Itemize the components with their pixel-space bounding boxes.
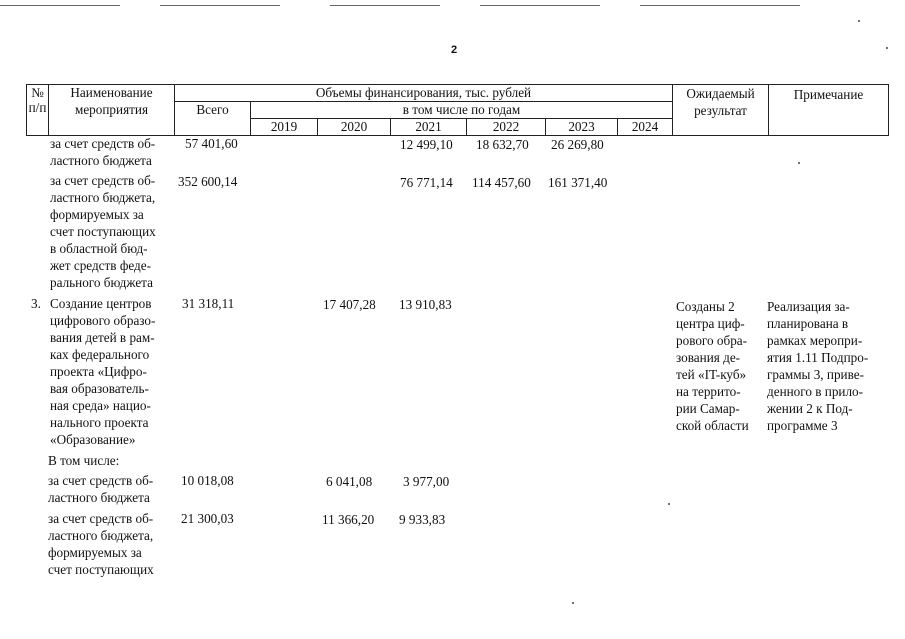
header-border-bottom [26,135,888,136]
row-name: В том числе: [48,453,120,468]
top-border-line [480,5,600,6]
row-total: 31 318,11 [182,296,235,311]
top-border-line [160,5,280,6]
row-2023: 161 371,40 [548,175,608,190]
header-year-2021: 2021 [415,119,442,134]
header-result: Ожидаемый результат [686,86,755,118]
scan-speck [798,162,800,164]
header-name: Наименование мероприятия [70,85,153,117]
row-total: 57 401,60 [185,136,238,151]
header-note: Примечание [793,87,864,102]
row-2021: 12 499,10 [400,137,453,152]
row-2021: 3 977,00 [403,474,450,489]
row-2020: 17 407,28 [323,297,376,312]
row-name: за счет средств об- ластного бюджета [48,473,154,505]
scan-speck [886,47,888,49]
scan-speck [668,503,670,505]
header-year-2024: 2024 [631,119,659,134]
header-by-years: в том числе по годам [402,102,521,117]
row-name: за счет средств об- ластного бюджета [50,136,156,168]
row-name: за счет средств об- ластного бюджета, формируемых за счет поступающих [48,511,154,577]
top-border-line [640,5,800,6]
row-total: 352 600,14 [178,174,238,189]
table-border-right [888,84,889,136]
header-volumes: Объемы финансирования, тыс. рублей [315,85,532,100]
row-2020: 6 041,08 [326,474,373,489]
header-year-2020: 2020 [340,119,368,134]
page-number: 2 [451,44,458,56]
row-2021: 9 933,83 [399,512,446,527]
row-name: Создание центров цифрового образо- вания детей в рам- ках федерального проекта «Цифро- вая образователь- ная среда» нацио- нального проекта «Образование» [50,296,156,447]
row-2021: 13 910,83 [399,297,452,312]
row-note: Реализация за- планирована в рамках меропри- ятия 1.11 Подпро- граммы 3, приве- денного в прило- жении 2 к Под- программе 3 [767,299,869,433]
header-year-2022: 2022 [492,119,520,134]
header-number: № п/п [28,85,47,115]
scan-speck [572,602,574,604]
row-2022: 114 457,60 [472,175,531,190]
scan-speck [858,20,860,22]
row-result: Созданы 2 центра циф- рового обра- зования де- тей «IT-куб» на террито- рии Самар- ской области [676,299,749,433]
top-border-line [0,5,120,6]
header-total: Всего [196,102,229,117]
row-2022: 18 632,70 [476,137,529,152]
header-year-2023: 2023 [568,119,595,134]
row-name: за счет средств об- ластного бюджета, формируемых за счет поступающих в областной бюд- жет средств феде- рального бюджета [50,173,156,290]
row-total: 21 300,03 [181,511,234,526]
header-year-2019: 2019 [270,119,298,134]
row-number: 3. [31,296,41,311]
row-total: 10 018,08 [181,473,234,488]
row-2023: 26 269,80 [551,137,604,152]
row-2021: 76 771,14 [400,175,453,190]
row-2020: 11 366,20 [322,512,375,527]
top-border-line [330,5,440,6]
